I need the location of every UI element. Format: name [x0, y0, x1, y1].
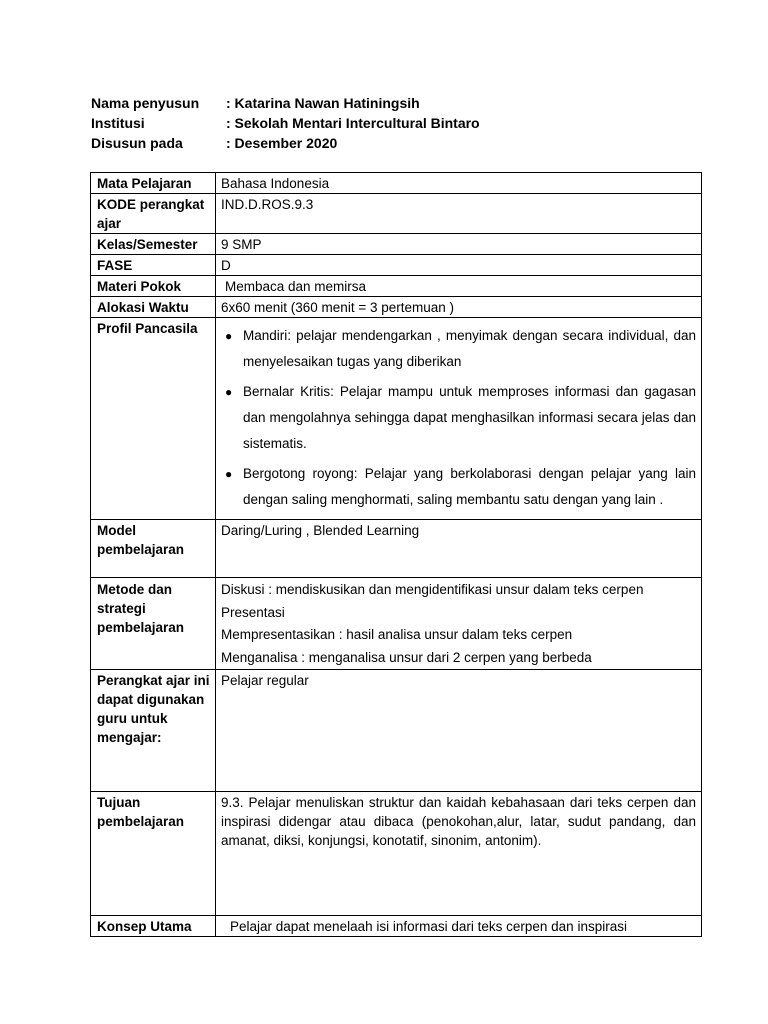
table-row [91, 173, 702, 194]
profile-list [221, 323, 696, 513]
table-row [91, 520, 702, 578]
header-value: : Desember 2020 [226, 135, 338, 151]
row-label: Metode dan strategi pembelajaran [91, 578, 216, 670]
table-row [91, 234, 702, 255]
row-label: Alokasi Waktu [91, 297, 216, 318]
header-label: Institusi [91, 115, 145, 131]
table-row [91, 194, 702, 234]
row-label: Mata Pelajaran [91, 173, 216, 194]
bullet-icon: ● [225, 467, 233, 481]
row-value: Membaca dan memirsa [216, 276, 702, 297]
row-value: Pelajar regular [216, 670, 702, 792]
header-row-date [91, 133, 480, 153]
list-item [221, 379, 696, 457]
table-row [91, 276, 702, 297]
method-line: Presentasi [221, 604, 285, 620]
row-label: Konsep Utama [91, 916, 216, 937]
row-label: Model pembelajaran [91, 520, 216, 578]
table-row [91, 792, 702, 916]
row-label: Tujuan pembelajaran [91, 792, 216, 916]
document-header [91, 93, 480, 153]
row-value: 9.3. Pelajar menuliskan struktur dan kaidah kebahasaan dari teks cerpen dan inspirasi didengar atau dibaca (penokohan,alur, latar, sudut pandang, dan amanat, diksi, konjungsi, konotatif, sinonim, antonim). [216, 792, 702, 916]
bullet-icon: ● [225, 385, 233, 399]
row-value: Bahasa Indonesia [216, 173, 702, 194]
method-line: Diskusi : mendiskusikan dan mengidentifikasi unsur dalam teks cerpen [221, 582, 644, 597]
row-label: Kelas/Semester [91, 234, 216, 255]
table-row [91, 578, 702, 670]
method-line: Mempresentasikan : hasil analisa unsur dalam teks cerpen [221, 627, 573, 642]
row-label: Perangkat ajar ini dapat digunakan guru untuk mengajar: [91, 670, 216, 792]
header-row-institution [91, 113, 480, 133]
row-value: Daring/Luring , Blended Learning [216, 520, 702, 578]
header-label: Disusun pada [91, 135, 183, 151]
method-line: Menganalisa : menganalisa unsur dari 2 cerpen yang berbeda [221, 649, 592, 665]
list-item [221, 323, 696, 375]
row-label: Materi Pokok [91, 276, 216, 297]
header-value: : Katarina Nawan Hatiningsih [226, 95, 420, 111]
bullet-icon: ● [225, 329, 233, 343]
header-row-author [91, 93, 480, 113]
row-label: Profil Pancasila [91, 318, 216, 520]
table-row [91, 255, 702, 276]
row-label: FASE [91, 255, 216, 276]
lesson-plan-table [90, 172, 702, 937]
row-value: 6x60 menit (360 menit = 3 pertemuan ) [216, 297, 702, 318]
table-row [91, 297, 702, 318]
row-value: IND.D.ROS.9.3 [216, 194, 702, 234]
row-value: Pelajar dapat menelaah isi informasi dari teks cerpen dan inspirasi [216, 916, 702, 937]
table-row [91, 318, 702, 520]
row-label: KODE perangkat ajar [91, 194, 216, 234]
profile-list-cell [216, 318, 702, 520]
method-cell [216, 578, 702, 670]
header-label: Nama penyusun [91, 95, 200, 111]
list-item-text: Mandiri: pelajar mendengarkan , menyimak dengan secara individual, dan menyelesaikan tugas yang diberikan [243, 328, 696, 369]
list-item-text: Bernalar Kritis: Pelajar mampu untuk memproses informasi dan gagasan dan mengolahnya sehingga dapat menghasilkan informasi secara jelas dan sistematis. [243, 384, 696, 451]
list-item [221, 461, 696, 513]
list-item-text: Bergotong royong: Pelajar yang berkolaborasi dengan pelajar yang lain dengan saling menghormati, saling membantu satu dengan yang lain . [243, 466, 696, 507]
row-value: D [216, 255, 702, 276]
table-row [91, 670, 702, 792]
header-value: : Sekolah Mentari Intercultural Bintaro [226, 115, 480, 131]
table-row [91, 916, 702, 937]
row-value: 9 SMP [216, 234, 702, 255]
